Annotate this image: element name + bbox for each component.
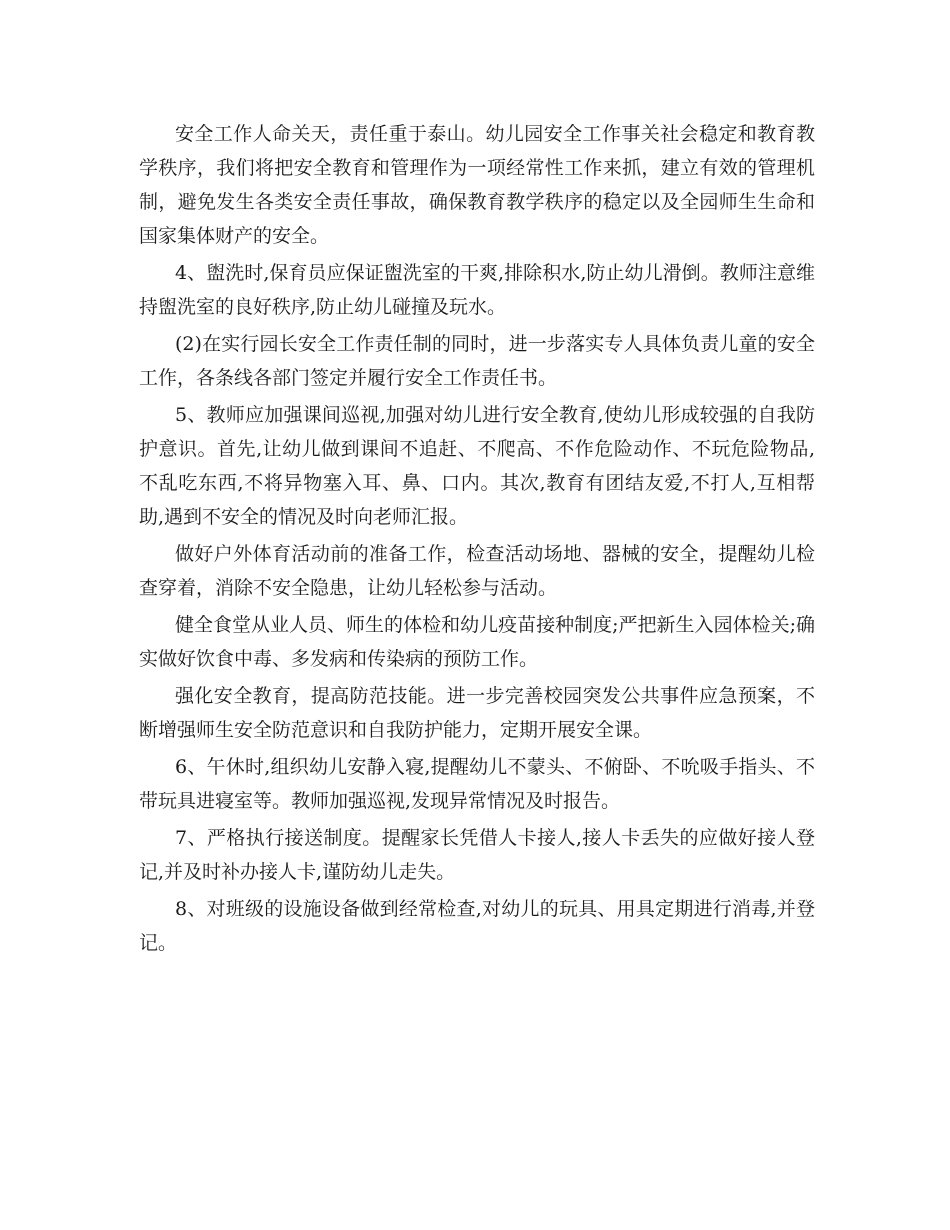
- paragraph-item-5: 5、教师应加强课间巡视,加强对幼儿进行安全教育,使幼儿形成较强的自我防护意识。首先,让幼儿做到课间不追赶、不爬高、不作危险动作、不玩危险物品,不乱吃东西,不将异物塞入耳、鼻、口内。其次,教育有团结友爱,不打人,互相帮助,遇到不安全的情况及时向老师汇报。: [139, 404, 815, 528]
- paragraph-outdoor-activity: 做好户外体育活动前的准备工作，检查活动场地、器械的安全，提醒幼儿检查穿着，消除不安全隐患，让幼儿轻松参与活动。: [139, 543, 815, 599]
- paragraph-safety-education: 强化安全教育，提高防范技能。进一步完善校园突发公共事件应急预案，不断增强师生安全防范意识和自我防护能力，定期开展安全课。: [139, 685, 815, 741]
- paragraph-item-7: 7、严格执行接送制度。提醒家长凭借人卡接人,接人卡丢失的应做好接人登记,并及时补办接人卡,谨防幼儿走失。: [139, 827, 815, 883]
- paragraph-canteen-health: 健全食堂从业人员、师生的体检和幼儿疫苗接种制度;严把新生入园体检关;确实做好饮食中毒、多发病和传染病的预防工作。: [139, 614, 815, 670]
- paragraph-item-8: 8、对班级的设施设备做到经常检查,对幼儿的玩具、用具定期进行消毒,并登记。: [139, 898, 815, 954]
- paragraph-item-6: 6、午休时,组织幼儿安静入寝,提醒幼儿不蒙头、不俯卧、不吮吸手指头、不带玩具进寝室等。教师加强巡视,发现异常情况及时报告。: [139, 756, 815, 812]
- document-body: [139, 117, 815, 963]
- paragraph-intro: 安全工作人命关天，责任重于泰山。幼儿园安全工作事关社会稳定和教育教学秩序，我们将把安全教育和管理作为一项经常性工作来抓，建立有效的管理机制，避免发生各类安全责任事故，确保教育教学秩序的稳定以及全园师生生命和国家集体财产的安全。: [139, 123, 815, 247]
- paragraph-item-4: 4、盥洗时,保育员应保证盥洗室的干爽,排除积水,防止幼儿滑倒。教师注意维持盥洗室的良好秩序,防止幼儿碰撞及玩水。: [139, 262, 815, 318]
- paragraph-item-2-sub: (2)在实行园长安全工作责任制的同时，进一步落实专人具体负责儿童的安全工作，各条线各部门签定并履行安全工作责任书。: [139, 333, 815, 389]
